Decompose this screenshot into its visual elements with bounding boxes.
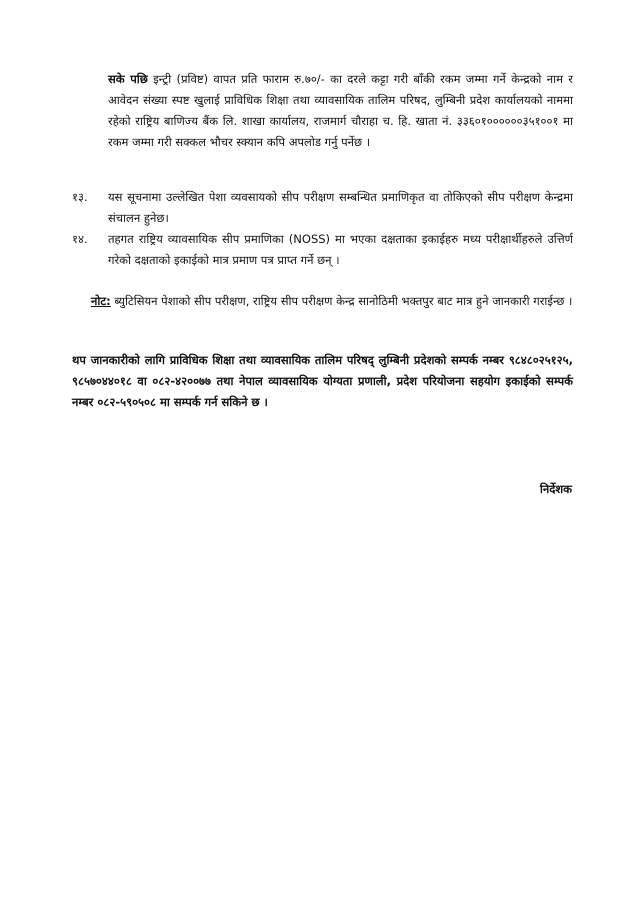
signature-title: निर्देशक bbox=[539, 482, 572, 496]
continuation-paragraph bbox=[108, 69, 573, 153]
list-item-number: १४. bbox=[72, 232, 88, 246]
contact-paragraph: थप जानकारीको लागि प्राविधिक शिक्षा तथा व्यावसायिक तालिम परिषद् लुम्बिनी प्रदेशको सम्पर्क नम्बर ९८४८०२५१२५, ९८५७०४४०१८ वा ०८२-४२००७७ तथा नेपाल व्यावसायिक योग्यता प्रणाली, प्रदेश परियोजना सहयोग इकाईको सम्पर्क नम्बर ०८२-५९०५०८ मा सम्पर्क गर्न सकिने छ । bbox=[72, 353, 573, 409]
note-label: नोट: bbox=[91, 294, 111, 308]
note-paragraph bbox=[91, 291, 573, 312]
list-item bbox=[72, 229, 573, 271]
list-item-text: यस सूचनामा उल्लेखित पेशा व्यवसायको सीप परीक्षण सम्बन्धित प्रमाणिकृत वा तोकिएको सीप परीक्षण केन्द्रमा संचालन हुनेछ। bbox=[108, 190, 573, 225]
note-text: ब्युटिसियन पेशाको सीप परीक्षण, राष्ट्रिय सीप परीक्षण केन्द्र सानोठिमी भक्तपुर बाट मात्र हुने जानकारी गराईन्छ । bbox=[110, 294, 573, 308]
list-item-number: १३. bbox=[72, 190, 88, 204]
list-item-text: तहगत राष्ट्रिय व्यावसायिक सीप प्रमाणिका (NOSS) मा भएका दक्षताका इकाईहरु मध्य परीक्षार्थीहरुले उत्तिर्ण गरेको दक्षताको इकाईको मात्र प्रमाण पत्र प्राप्त गर्ने छन् । bbox=[108, 232, 573, 267]
list-item bbox=[72, 187, 573, 229]
continuation-text: इन्ट्री (प्रविष्ट) वापत प्रति फाराम रु.७०/- का दरले कट्टा गरी बाँकी रकम जम्मा गर्ने केन्द्रको नाम र आवेदन संख्या स्पष्ट खुलाई प्राविधिक शिक्षा तथा व्यावसायिक तालिम परिषद, लुम्बिनी प्रदेश कार्यालयको नाममा रहेको राष्ट्रिय बाणिज्य बैंक लि. शाखा कार्यालय, राजमार्ग चौराहा च. हि. खाता नं. ३३६०१००००००३५१००१ मा रकम जम्मा गरी सक्कल भौचर स्क्यान कपि अपलोड गर्नु पर्नेछ । bbox=[108, 72, 573, 149]
continuation-lead: सके पछि bbox=[108, 72, 148, 86]
